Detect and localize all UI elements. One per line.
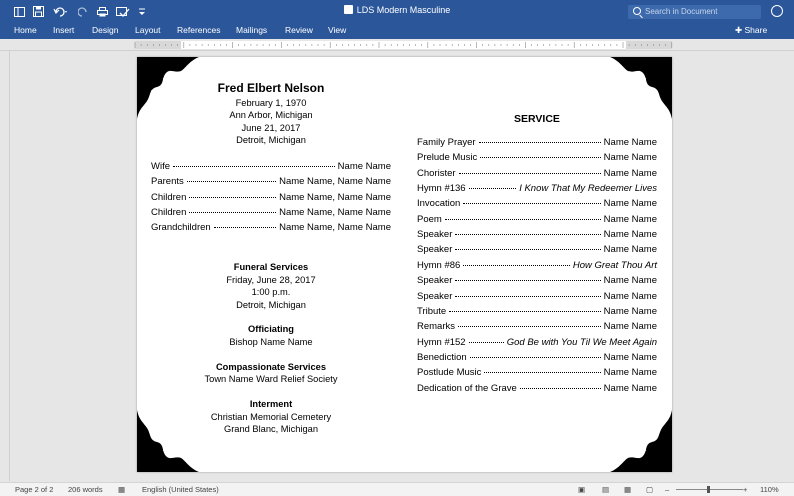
service-value: Name Name: [603, 305, 657, 317]
service-label: Speaker: [417, 244, 453, 256]
leader-dots: [470, 357, 601, 358]
leader-dots: [463, 265, 570, 266]
death-place: Detroit, Michigan: [236, 135, 306, 145]
leader-dots: [455, 280, 600, 281]
tab-design[interactable]: Design: [92, 25, 119, 35]
service-value: Name Name: [603, 244, 657, 256]
service-value: God Be with You Til We Meet Again: [506, 336, 657, 348]
service-label: Prelude Music: [417, 152, 478, 164]
service-value: Name Name: [603, 275, 657, 287]
service-value: Name Name: [603, 213, 657, 225]
service-label: Dedication of the Grave: [417, 382, 517, 394]
ribbon-tabs: [0, 23, 794, 39]
interment-heading: Interment: [249, 399, 293, 409]
leader-dots: [479, 142, 601, 143]
service-row: [417, 152, 657, 163]
funeral-time: 1:00 p.m.: [251, 287, 291, 297]
service-label: Poem: [417, 213, 442, 225]
service-value: Name Name: [603, 167, 657, 179]
compassionate-name: Town Name Ward Relief Society: [204, 374, 338, 384]
service-label: Hymn #136: [417, 183, 466, 195]
leader-dots: [469, 342, 504, 343]
family-row: [151, 161, 391, 172]
web-layout-view-icon[interactable]: ▤: [602, 485, 610, 494]
funeral-place: Detroit, Michigan: [236, 300, 306, 310]
share-button[interactable]: [735, 25, 767, 36]
service-value: Name Name: [603, 137, 657, 148]
title-bar: [0, 0, 794, 23]
feedback-smiley-icon[interactable]: [771, 5, 783, 17]
service-value: Name Name: [603, 382, 657, 394]
death-date: June 21, 2017: [241, 123, 301, 133]
deceased-name: Fred Elbert Nelson: [217, 81, 325, 95]
print-icon[interactable]: [96, 4, 109, 19]
service-row: [417, 321, 657, 332]
document-page[interactable]: [137, 57, 672, 472]
tab-insert[interactable]: Insert: [53, 25, 75, 35]
family-label: Wife: [151, 161, 170, 172]
family-value: Name Name, Name Name: [279, 206, 391, 218]
family-label: Parents: [151, 176, 184, 188]
tab-layout[interactable]: Layout: [135, 25, 161, 35]
service-value: How Great Thou Art: [572, 259, 657, 271]
customize-toolbar-icon[interactable]: [137, 4, 146, 19]
leader-dots: [458, 326, 601, 327]
service-value: Name Name: [603, 229, 657, 241]
service-label: Remarks: [417, 321, 456, 333]
leader-dots: [520, 388, 601, 389]
service-title: SERVICE: [514, 113, 560, 125]
leader-dots: [187, 181, 276, 182]
search-placeholder: Search in Document: [645, 7, 718, 16]
family-row: [151, 207, 391, 218]
funeral-date: Friday, June 28, 2017: [226, 275, 316, 285]
print-layout-view-icon[interactable]: ▣: [578, 485, 586, 494]
service-row: [417, 244, 657, 255]
interment-city: Grand Blanc, Michigan: [223, 424, 319, 434]
service-row: [417, 337, 657, 348]
leader-dots: [445, 219, 601, 220]
service-value: Name Name: [603, 152, 657, 164]
service-row: [417, 260, 657, 271]
service-label: Invocation: [417, 198, 461, 210]
zoom-level[interactable]: 110%: [760, 485, 779, 494]
service-label: Speaker: [417, 290, 453, 302]
proofing-icon[interactable]: ▦: [118, 485, 126, 494]
family-value: Name Name, Name Name: [279, 176, 391, 188]
sidebar-toggle-icon[interactable]: [13, 4, 26, 19]
leader-dots: [484, 372, 600, 373]
tab-home[interactable]: Home: [14, 25, 37, 35]
leader-dots: [455, 234, 600, 235]
leader-dots: [173, 166, 335, 167]
outline-view-icon[interactable]: ▦: [624, 485, 632, 494]
leader-dots: [214, 227, 276, 228]
service-row: [417, 214, 657, 225]
document-title-text: LDS Modern Masculine: [356, 5, 451, 15]
service-label: Speaker: [417, 275, 453, 287]
vertical-ruler[interactable]: [0, 51, 10, 481]
service-label: Benediction: [417, 351, 467, 363]
service-value: Name Name: [603, 290, 657, 302]
family-row: [151, 192, 391, 203]
leader-dots: [469, 188, 517, 189]
redo-icon[interactable]: [77, 4, 90, 19]
search-input[interactable]: [628, 5, 761, 19]
service-label: Chorister: [417, 167, 456, 179]
share-label: Share: [744, 25, 768, 35]
service-row: [417, 291, 657, 302]
undo-icon[interactable]: [52, 4, 70, 19]
tab-mailings[interactable]: Mailings: [236, 25, 268, 35]
spelling-check-icon[interactable]: [115, 4, 130, 19]
zoom-in-button[interactable]: +: [743, 485, 748, 494]
family-value: Name Name, Name Name: [279, 191, 391, 203]
service-value: Name Name: [603, 367, 657, 379]
service-row: [417, 367, 657, 378]
service-value: Name Name: [603, 351, 657, 363]
service-label: Family Prayer: [417, 137, 476, 148]
service-label: Hymn #86: [417, 259, 461, 271]
language[interactable]: English (United States): [142, 485, 219, 494]
horizontal-ruler[interactable]: [0, 39, 794, 51]
search-icon: [633, 7, 641, 15]
funeral-heading: Funeral Services: [233, 262, 309, 272]
corner-ornament-top-right: [610, 57, 672, 119]
service-value: I Know That My Redeemer Lives: [519, 183, 657, 195]
leader-dots: [463, 203, 600, 204]
leader-dots: [480, 157, 600, 158]
interment-place: Christian Memorial Cemetery: [210, 412, 332, 422]
focus-view-icon[interactable]: ▢: [646, 485, 654, 494]
page-count[interactable]: Page 2 of 2: [15, 485, 54, 494]
add-person-icon: ✚: [735, 25, 743, 35]
tab-review[interactable]: Review: [285, 25, 313, 35]
word-count[interactable]: 206 words: [68, 485, 103, 494]
family-value: Name Name: [337, 161, 391, 172]
zoom-out-button[interactable]: –: [665, 485, 670, 494]
family-row: [151, 222, 391, 233]
birth-date: February 1, 1970: [235, 98, 307, 108]
tab-references[interactable]: References: [177, 25, 221, 35]
service-label: Speaker: [417, 229, 453, 241]
service-value: Name Name: [603, 321, 657, 333]
family-row: [151, 176, 391, 187]
family-value: Name Name, Name Name: [279, 222, 391, 234]
status-bar: [0, 482, 794, 496]
service-row: [417, 352, 657, 363]
service-label: Postlude Music: [417, 367, 482, 379]
zoom-slider-thumb[interactable]: [707, 486, 710, 493]
leader-dots: [189, 197, 276, 198]
family-label: Children: [151, 206, 187, 218]
leader-dots: [455, 249, 600, 250]
service-row: [417, 306, 657, 317]
service-row: [417, 198, 657, 209]
officiating-heading: Officiating: [248, 324, 294, 334]
leader-dots: [189, 212, 276, 213]
corner-ornament-bottom-right: [610, 410, 672, 472]
service-label: Hymn #152: [417, 336, 466, 348]
service-value: Name Name: [603, 198, 657, 210]
service-row: [417, 275, 657, 286]
birth-place: Ann Arbor, Michigan: [229, 110, 313, 120]
leader-dots: [455, 296, 600, 297]
leader-dots: [459, 173, 601, 174]
officiating-name: Bishop Name Name: [229, 337, 313, 347]
family-label: Grandchildren: [151, 222, 211, 234]
service-row: [417, 137, 657, 148]
service-row: [417, 183, 657, 194]
service-label: Tribute: [417, 305, 447, 317]
service-row: [417, 229, 657, 240]
service-row: [417, 168, 657, 179]
family-label: Children: [151, 191, 187, 203]
leader-dots: [449, 311, 600, 312]
tab-view[interactable]: View: [328, 25, 347, 35]
compassionate-heading: Compassionate Services: [215, 362, 327, 372]
word-doc-icon: [344, 5, 353, 14]
save-icon[interactable]: [32, 4, 45, 19]
service-row: [417, 383, 657, 394]
